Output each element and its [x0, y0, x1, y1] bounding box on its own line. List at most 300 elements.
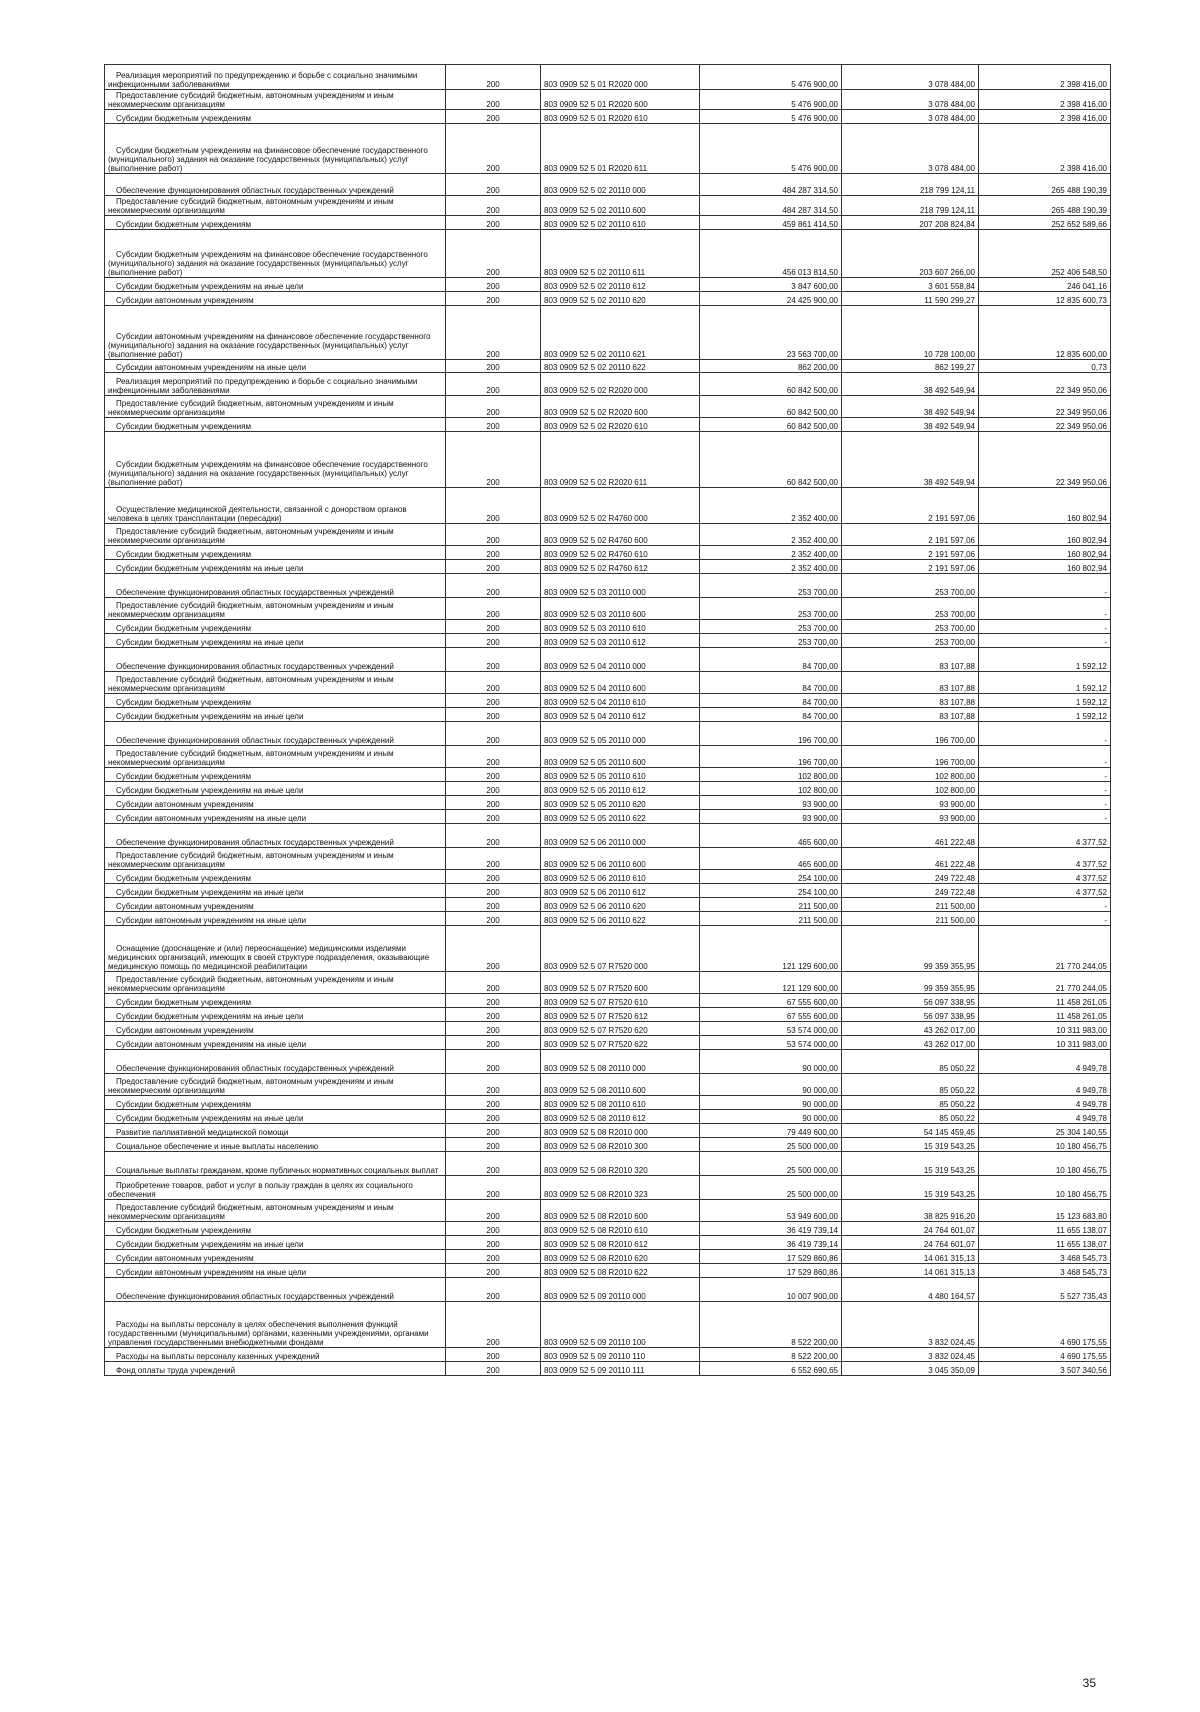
row-executed-amount: 83 107,88 — [842, 708, 979, 722]
table-row — [105, 196, 1111, 216]
row-code: 200 — [446, 972, 541, 994]
row-name-text: Субсидии бюджетным учреждениям — [116, 698, 251, 707]
row-unexecuted-amount: 3 507 340,56 — [979, 1362, 1111, 1376]
row-unexecuted-amount: 3 468 545,73 — [979, 1264, 1111, 1278]
row-unexecuted-amount: 11 655 138,07 — [979, 1222, 1111, 1236]
row-approved-amount: 196 700,00 — [700, 746, 842, 768]
row-approved-amount: 84 700,00 — [700, 648, 842, 672]
row-name-text: Субсидии автономным учреждениям на иные цели — [116, 814, 307, 823]
row-name-text: Субсидии бюджетным учреждениям на финансовое обеспечение государственного (муниципального) задания на оказание государственных (муниципальных) услуг (выполнение работ) — [108, 146, 428, 173]
row-code: 200 — [446, 1200, 541, 1222]
row-unexecuted-amount: 2 398 416,00 — [979, 90, 1111, 110]
row-executed-amount: 2 191 597,06 — [842, 524, 979, 546]
row-kbk-code: 803 0909 52 5 06 20110 610 — [541, 870, 700, 884]
row-executed-amount: 99 359 355,95 — [842, 926, 979, 972]
row-name-text: Субсидии бюджетным учреждениям — [116, 624, 251, 633]
row-code: 200 — [446, 524, 541, 546]
row-name — [105, 65, 446, 90]
row-executed-amount: 218 799 124,11 — [842, 174, 979, 196]
row-approved-amount: 465 600,00 — [700, 848, 842, 870]
row-executed-amount: 3 832 024,45 — [842, 1302, 979, 1348]
row-executed-amount: 56 097 338,95 — [842, 994, 979, 1008]
row-name-text: Субсидии бюджетным учреждениям на финансовое обеспечение государственного (муниципального) задания на оказание государственных (муниципальных) услуг (выполнение работ) — [108, 460, 428, 487]
row-approved-amount: 484 287 314,50 — [700, 174, 842, 196]
table-row — [105, 1362, 1111, 1376]
row-executed-amount: 253 700,00 — [842, 598, 979, 620]
row-unexecuted-amount: - — [979, 782, 1111, 796]
table-row — [105, 1022, 1111, 1036]
table-row — [105, 912, 1111, 926]
row-kbk-code: 803 0909 52 5 08 R2010 323 — [541, 1176, 700, 1200]
row-approved-amount: 5 476 900,00 — [700, 110, 842, 124]
table-row — [105, 560, 1111, 574]
row-unexecuted-amount: 1 592,12 — [979, 648, 1111, 672]
row-approved-amount: 36 419 739,14 — [700, 1236, 842, 1250]
row-name-text: Субсидии бюджетным учреждениям — [116, 874, 251, 883]
table-row — [105, 796, 1111, 810]
row-name — [105, 306, 446, 360]
row-kbk-code: 803 0909 52 5 08 R2010 600 — [541, 1200, 700, 1222]
row-name — [105, 1278, 446, 1302]
table-row — [105, 1222, 1111, 1236]
row-unexecuted-amount: 2 398 416,00 — [979, 65, 1111, 90]
table-row — [105, 708, 1111, 722]
row-approved-amount: 84 700,00 — [700, 672, 842, 694]
row-code: 200 — [446, 432, 541, 488]
row-code: 200 — [446, 796, 541, 810]
row-approved-amount: 121 129 600,00 — [700, 972, 842, 994]
row-name — [105, 418, 446, 432]
row-name-text: Предоставление субсидий бюджетным, автономным учреждениям и иным некоммерческим организациям — [108, 399, 394, 417]
row-approved-amount: 456 013 814,50 — [700, 230, 842, 278]
row-name-text: Предоставление субсидий бюджетным, автономным учреждениям и иным некоммерческим организациям — [108, 851, 394, 869]
row-name-text: Субсидии бюджетным учреждениям — [116, 998, 251, 1007]
row-approved-amount: 53 574 000,00 — [700, 1036, 842, 1050]
row-name-text: Субсидии автономным учреждениям на иные цели — [116, 363, 307, 372]
row-name-text: Субсидии бюджетным учреждениям на иные цели — [116, 1240, 304, 1249]
row-kbk-code: 803 0909 52 5 07 R7520 620 — [541, 1022, 700, 1036]
row-name-text: Субсидии бюджетным учреждениям на иные цели — [116, 786, 304, 795]
row-approved-amount: 211 500,00 — [700, 912, 842, 926]
table-row — [105, 1264, 1111, 1278]
row-code: 200 — [446, 230, 541, 278]
row-code: 200 — [446, 1008, 541, 1022]
row-kbk-code: 803 0909 52 5 02 20110 610 — [541, 216, 700, 230]
row-executed-amount: 3 078 484,00 — [842, 110, 979, 124]
table-row — [105, 306, 1111, 360]
row-executed-amount: 3 078 484,00 — [842, 124, 979, 174]
row-kbk-code: 803 0909 52 5 03 20110 612 — [541, 634, 700, 648]
table-row — [105, 694, 1111, 708]
row-executed-amount: 38 492 549,94 — [842, 418, 979, 432]
row-approved-amount: 90 000,00 — [700, 1074, 842, 1096]
row-name-text: Обеспечение функционирования областных государственных учреждений — [116, 186, 394, 195]
table-row — [105, 768, 1111, 782]
row-approved-amount: 253 700,00 — [700, 620, 842, 634]
row-executed-amount: 102 800,00 — [842, 768, 979, 782]
row-name-text: Обеспечение функционирования областных государственных учреждений — [116, 736, 394, 745]
row-name — [105, 216, 446, 230]
row-unexecuted-amount: - — [979, 746, 1111, 768]
row-kbk-code: 803 0909 52 5 04 20110 610 — [541, 694, 700, 708]
row-unexecuted-amount: 160 802,94 — [979, 488, 1111, 524]
row-code: 200 — [446, 912, 541, 926]
row-unexecuted-amount: 11 458 261,05 — [979, 994, 1111, 1008]
row-executed-amount: 253 700,00 — [842, 634, 979, 648]
row-unexecuted-amount: 4 949,78 — [979, 1050, 1111, 1074]
table-row — [105, 1096, 1111, 1110]
row-code: 200 — [446, 746, 541, 768]
row-kbk-code: 803 0909 52 5 03 20110 610 — [541, 620, 700, 634]
row-code: 200 — [446, 373, 541, 396]
table-row — [105, 432, 1111, 488]
row-executed-amount: 85 050,22 — [842, 1074, 979, 1096]
row-code: 200 — [446, 620, 541, 634]
row-kbk-code: 803 0909 52 5 08 R2010 320 — [541, 1152, 700, 1176]
row-kbk-code: 803 0909 52 5 03 20110 600 — [541, 598, 700, 620]
row-kbk-code: 803 0909 52 5 08 20110 600 — [541, 1074, 700, 1096]
row-kbk-code: 803 0909 52 5 02 R4760 000 — [541, 488, 700, 524]
row-code: 200 — [446, 278, 541, 292]
row-executed-amount: 54 145 459,45 — [842, 1124, 979, 1138]
row-executed-amount: 2 191 597,06 — [842, 560, 979, 574]
row-name-text: Обеспечение функционирования областных государственных учреждений — [116, 1292, 394, 1301]
table-row — [105, 1176, 1111, 1200]
row-name — [105, 396, 446, 418]
row-name — [105, 746, 446, 768]
row-approved-amount: 60 842 500,00 — [700, 432, 842, 488]
row-executed-amount: 93 900,00 — [842, 796, 979, 810]
row-kbk-code: 803 0909 52 5 02 20110 000 — [541, 174, 700, 196]
row-unexecuted-amount: 4 377,52 — [979, 848, 1111, 870]
row-kbk-code: 803 0909 52 5 02 20110 612 — [541, 278, 700, 292]
row-executed-amount: 83 107,88 — [842, 694, 979, 708]
row-approved-amount: 2 352 400,00 — [700, 560, 842, 574]
row-unexecuted-amount: 1 592,12 — [979, 708, 1111, 722]
row-name-text: Предоставление субсидий бюджетным, автономным учреждениям и иным некоммерческим организациям — [108, 1077, 394, 1095]
row-name — [105, 278, 446, 292]
row-name — [105, 1152, 446, 1176]
row-unexecuted-amount: - — [979, 810, 1111, 824]
row-approved-amount: 253 700,00 — [700, 598, 842, 620]
row-kbk-code: 803 0909 52 5 02 20110 600 — [541, 196, 700, 216]
row-name — [105, 994, 446, 1008]
row-name — [105, 1050, 446, 1074]
row-name-text: Субсидии бюджетным учреждениям на иные цели — [116, 1012, 304, 1021]
row-name — [105, 1110, 446, 1124]
row-approved-amount: 60 842 500,00 — [700, 396, 842, 418]
row-approved-amount: 25 500 000,00 — [700, 1176, 842, 1200]
table-row — [105, 1074, 1111, 1096]
row-executed-amount: 211 500,00 — [842, 898, 979, 912]
table-row — [105, 90, 1111, 110]
table-row — [105, 1200, 1111, 1222]
row-name — [105, 810, 446, 824]
row-approved-amount: 24 425 900,00 — [700, 292, 842, 306]
row-kbk-code: 803 0909 52 5 04 20110 612 — [541, 708, 700, 722]
row-name — [105, 524, 446, 546]
table-row — [105, 418, 1111, 432]
row-name — [105, 824, 446, 848]
row-kbk-code: 803 0909 52 5 02 R2020 610 — [541, 418, 700, 432]
table-row — [105, 546, 1111, 560]
row-approved-amount: 25 500 000,00 — [700, 1152, 842, 1176]
row-kbk-code: 803 0909 52 5 02 20110 611 — [541, 230, 700, 278]
row-code: 200 — [446, 884, 541, 898]
row-executed-amount: 249 722,48 — [842, 884, 979, 898]
row-code: 200 — [446, 672, 541, 694]
row-name-text: Субсидии автономным учреждениям на иные цели — [116, 916, 307, 925]
row-name — [105, 110, 446, 124]
table-row — [105, 1050, 1111, 1074]
row-name — [105, 546, 446, 560]
row-kbk-code: 803 0909 52 5 08 20110 610 — [541, 1096, 700, 1110]
row-executed-amount: 102 800,00 — [842, 782, 979, 796]
row-name-text: Субсидии автономным учреждениям на иные цели — [116, 1268, 307, 1277]
row-code: 200 — [446, 848, 541, 870]
row-executed-amount: 38 492 549,94 — [842, 373, 979, 396]
row-name-text: Предоставление субсидий бюджетным, автономным учреждениям и иным некоммерческим организациям — [108, 601, 394, 619]
row-approved-amount: 8 522 200,00 — [700, 1348, 842, 1362]
row-code: 200 — [446, 1124, 541, 1138]
table-row — [105, 884, 1111, 898]
row-approved-amount: 60 842 500,00 — [700, 418, 842, 432]
row-code: 200 — [446, 1152, 541, 1176]
row-approved-amount: 102 800,00 — [700, 782, 842, 796]
row-executed-amount: 207 208 824,84 — [842, 216, 979, 230]
row-unexecuted-amount: 3 468 545,73 — [979, 1250, 1111, 1264]
table-row — [105, 848, 1111, 870]
row-executed-amount: 196 700,00 — [842, 746, 979, 768]
row-name-text: Субсидии бюджетным учреждениям — [116, 114, 251, 123]
row-code: 200 — [446, 1362, 541, 1376]
row-kbk-code: 803 0909 52 5 08 R2010 300 — [541, 1138, 700, 1152]
row-kbk-code: 803 0909 52 5 05 20110 622 — [541, 810, 700, 824]
row-approved-amount: 6 552 690,65 — [700, 1362, 842, 1376]
table-row — [105, 360, 1111, 373]
table-row — [105, 1250, 1111, 1264]
row-approved-amount: 84 700,00 — [700, 708, 842, 722]
table-row — [105, 672, 1111, 694]
row-kbk-code: 803 0909 52 5 02 20110 621 — [541, 306, 700, 360]
row-code: 200 — [446, 1278, 541, 1302]
row-unexecuted-amount: 4 377,52 — [979, 870, 1111, 884]
row-name — [105, 1022, 446, 1036]
row-executed-amount: 3 045 350,09 — [842, 1362, 979, 1376]
row-name — [105, 560, 446, 574]
row-kbk-code: 803 0909 52 5 06 20110 612 — [541, 884, 700, 898]
row-approved-amount: 2 352 400,00 — [700, 488, 842, 524]
row-name-text: Субсидии автономным учреждениям на иные цели — [116, 1040, 307, 1049]
table-row — [105, 1348, 1111, 1362]
row-unexecuted-amount: 4 949,78 — [979, 1074, 1111, 1096]
row-kbk-code: 803 0909 52 5 02 R2020 000 — [541, 373, 700, 396]
row-executed-amount: 15 319 543,25 — [842, 1152, 979, 1176]
row-name-text: Социальные выплаты гражданам, кроме публичных нормативных социальных выплат — [116, 1166, 439, 1175]
row-approved-amount: 93 900,00 — [700, 810, 842, 824]
row-approved-amount: 17 529 860,86 — [700, 1250, 842, 1264]
row-code: 200 — [446, 994, 541, 1008]
row-approved-amount: 17 529 860,86 — [700, 1264, 842, 1278]
row-name-text: Обеспечение функционирования областных государственных учреждений — [116, 1064, 394, 1073]
row-approved-amount: 862 200,00 — [700, 360, 842, 373]
table-row — [105, 396, 1111, 418]
row-name-text: Осуществление медицинской деятельности, связанной с донорством органов человека в целях трансплантации (пересадки) — [108, 505, 407, 523]
row-name — [105, 574, 446, 598]
row-approved-amount: 484 287 314,50 — [700, 196, 842, 216]
row-code: 200 — [446, 560, 541, 574]
row-code: 200 — [446, 174, 541, 196]
row-name-text: Субсидии автономным учреждениям — [116, 800, 254, 809]
row-name — [105, 768, 446, 782]
row-code: 200 — [446, 90, 541, 110]
row-code: 200 — [446, 360, 541, 373]
row-name-text: Предоставление субсидий бюджетным, автономным учреждениям и иным некоммерческим организациям — [108, 749, 394, 767]
table-row — [105, 648, 1111, 672]
row-name-text: Реализация мероприятий по предупреждению и борьбе с социально значимыми инфекционными заболеваниями — [108, 71, 418, 89]
row-executed-amount: 3 078 484,00 — [842, 90, 979, 110]
row-executed-amount: 211 500,00 — [842, 912, 979, 926]
row-approved-amount: 5 476 900,00 — [700, 124, 842, 174]
row-executed-amount: 38 492 549,94 — [842, 432, 979, 488]
row-kbk-code: 803 0909 52 5 04 20110 000 — [541, 648, 700, 672]
row-code: 200 — [446, 574, 541, 598]
row-kbk-code: 803 0909 52 5 07 R7520 612 — [541, 1008, 700, 1022]
row-unexecuted-amount: 160 802,94 — [979, 524, 1111, 546]
row-kbk-code: 803 0909 52 5 01 R2020 000 — [541, 65, 700, 90]
row-unexecuted-amount: 12 835 600,00 — [979, 306, 1111, 360]
row-name-text: Субсидии бюджетным учреждениям на иные цели — [116, 282, 304, 291]
table-row — [105, 1138, 1111, 1152]
row-kbk-code: 803 0909 52 5 06 20110 620 — [541, 898, 700, 912]
row-name-text: Обеспечение функционирования областных государственных учреждений — [116, 662, 394, 671]
row-name-text: Субсидии автономным учреждениям — [116, 902, 254, 911]
row-code: 200 — [446, 1264, 541, 1278]
row-code: 200 — [446, 634, 541, 648]
table-row — [105, 1110, 1111, 1124]
row-executed-amount: 461 222,48 — [842, 824, 979, 848]
row-kbk-code: 803 0909 52 5 02 R4760 610 — [541, 546, 700, 560]
row-unexecuted-amount: 15 123 683,80 — [979, 1200, 1111, 1222]
row-approved-amount: 53 574 000,00 — [700, 1022, 842, 1036]
row-code: 200 — [446, 1110, 541, 1124]
row-name — [105, 432, 446, 488]
row-name — [105, 912, 446, 926]
table-row — [105, 870, 1111, 884]
row-kbk-code: 803 0909 52 5 08 R2010 622 — [541, 1264, 700, 1278]
row-approved-amount: 2 352 400,00 — [700, 546, 842, 560]
row-executed-amount: 24 764 601,07 — [842, 1236, 979, 1250]
row-unexecuted-amount: 1 592,12 — [979, 672, 1111, 694]
row-name — [105, 1362, 446, 1376]
row-executed-amount: 2 191 597,06 — [842, 488, 979, 524]
row-name — [105, 1138, 446, 1152]
row-approved-amount: 67 555 600,00 — [700, 994, 842, 1008]
row-name-text: Субсидии автономным учреждениям — [116, 296, 254, 305]
row-executed-amount: 85 050,22 — [842, 1050, 979, 1074]
row-code: 200 — [446, 722, 541, 746]
row-name-text: Субсидии бюджетным учреждениям на иные цели — [116, 1114, 304, 1123]
row-kbk-code: 803 0909 52 5 07 R7520 610 — [541, 994, 700, 1008]
row-approved-amount: 79 449 600,00 — [700, 1124, 842, 1138]
row-approved-amount: 254 100,00 — [700, 884, 842, 898]
row-unexecuted-amount: - — [979, 768, 1111, 782]
row-name-text: Субсидии автономным учреждениям — [116, 1254, 254, 1263]
row-code: 200 — [446, 1074, 541, 1096]
table-row — [105, 722, 1111, 746]
row-unexecuted-amount: - — [979, 722, 1111, 746]
row-kbk-code: 803 0909 52 5 07 R7520 622 — [541, 1036, 700, 1050]
row-unexecuted-amount: - — [979, 796, 1111, 810]
row-name-text: Развитие паллиативной медицинской помощи — [116, 1128, 289, 1137]
row-executed-amount: 253 700,00 — [842, 620, 979, 634]
row-executed-amount: 3 832 024,45 — [842, 1348, 979, 1362]
table-row — [105, 574, 1111, 598]
row-code: 200 — [446, 870, 541, 884]
row-name — [105, 1236, 446, 1250]
row-name — [105, 926, 446, 972]
table-row — [105, 598, 1111, 620]
row-executed-amount: 83 107,88 — [842, 672, 979, 694]
row-kbk-code: 803 0909 52 5 08 R2010 620 — [541, 1250, 700, 1264]
row-executed-amount: 3 078 484,00 — [842, 65, 979, 90]
row-code: 200 — [446, 488, 541, 524]
row-name-text: Обеспечение функционирования областных государственных учреждений — [116, 838, 394, 847]
row-kbk-code: 803 0909 52 5 05 20110 612 — [541, 782, 700, 796]
row-name — [105, 620, 446, 634]
row-executed-amount: 85 050,22 — [842, 1096, 979, 1110]
row-executed-amount: 249 722,48 — [842, 870, 979, 884]
row-unexecuted-amount: 4 949,78 — [979, 1110, 1111, 1124]
row-kbk-code: 803 0909 52 5 09 20110 111 — [541, 1362, 700, 1376]
row-unexecuted-amount: 252 406 548,50 — [979, 230, 1111, 278]
row-name — [105, 648, 446, 672]
row-unexecuted-amount: 4 377,52 — [979, 884, 1111, 898]
row-name-text: Предоставление субсидий бюджетным, автономным учреждениям и иным некоммерческим организациям — [108, 675, 394, 693]
row-executed-amount: 85 050,22 — [842, 1110, 979, 1124]
row-approved-amount: 10 007 900,00 — [700, 1278, 842, 1302]
row-code: 200 — [446, 65, 541, 90]
table-row — [105, 230, 1111, 278]
row-code: 200 — [446, 708, 541, 722]
row-name — [105, 124, 446, 174]
row-kbk-code: 803 0909 52 5 05 20110 600 — [541, 746, 700, 768]
row-name-text: Предоставление субсидий бюджетным, автономным учреждениям и иным некоммерческим организациям — [108, 91, 394, 109]
row-name — [105, 1264, 446, 1278]
row-name-text: Предоставление субсидий бюджетным, автономным учреждениям и иным некоммерческим организациям — [108, 975, 394, 993]
row-executed-amount: 56 097 338,95 — [842, 1008, 979, 1022]
row-kbk-code: 803 0909 52 5 05 20110 610 — [541, 768, 700, 782]
row-code: 200 — [446, 196, 541, 216]
row-approved-amount: 196 700,00 — [700, 722, 842, 746]
row-name — [105, 1250, 446, 1264]
row-name-text: Обеспечение функционирования областных государственных учреждений — [116, 588, 394, 597]
row-code: 200 — [446, 824, 541, 848]
row-approved-amount: 84 700,00 — [700, 694, 842, 708]
table-row — [105, 994, 1111, 1008]
row-approved-amount: 53 949 600,00 — [700, 1200, 842, 1222]
table-row — [105, 926, 1111, 972]
row-code: 200 — [446, 898, 541, 912]
row-executed-amount: 24 764 601,07 — [842, 1222, 979, 1236]
row-executed-amount: 4 480 164,57 — [842, 1278, 979, 1302]
row-executed-amount: 10 728 100,00 — [842, 306, 979, 360]
row-unexecuted-amount: 22 349 950,06 — [979, 373, 1111, 396]
row-kbk-code: 803 0909 52 5 08 R2010 612 — [541, 1236, 700, 1250]
row-executed-amount: 11 590 299,27 — [842, 292, 979, 306]
row-kbk-code: 803 0909 52 5 09 20110 000 — [541, 1278, 700, 1302]
row-approved-amount: 3 847 600,00 — [700, 278, 842, 292]
